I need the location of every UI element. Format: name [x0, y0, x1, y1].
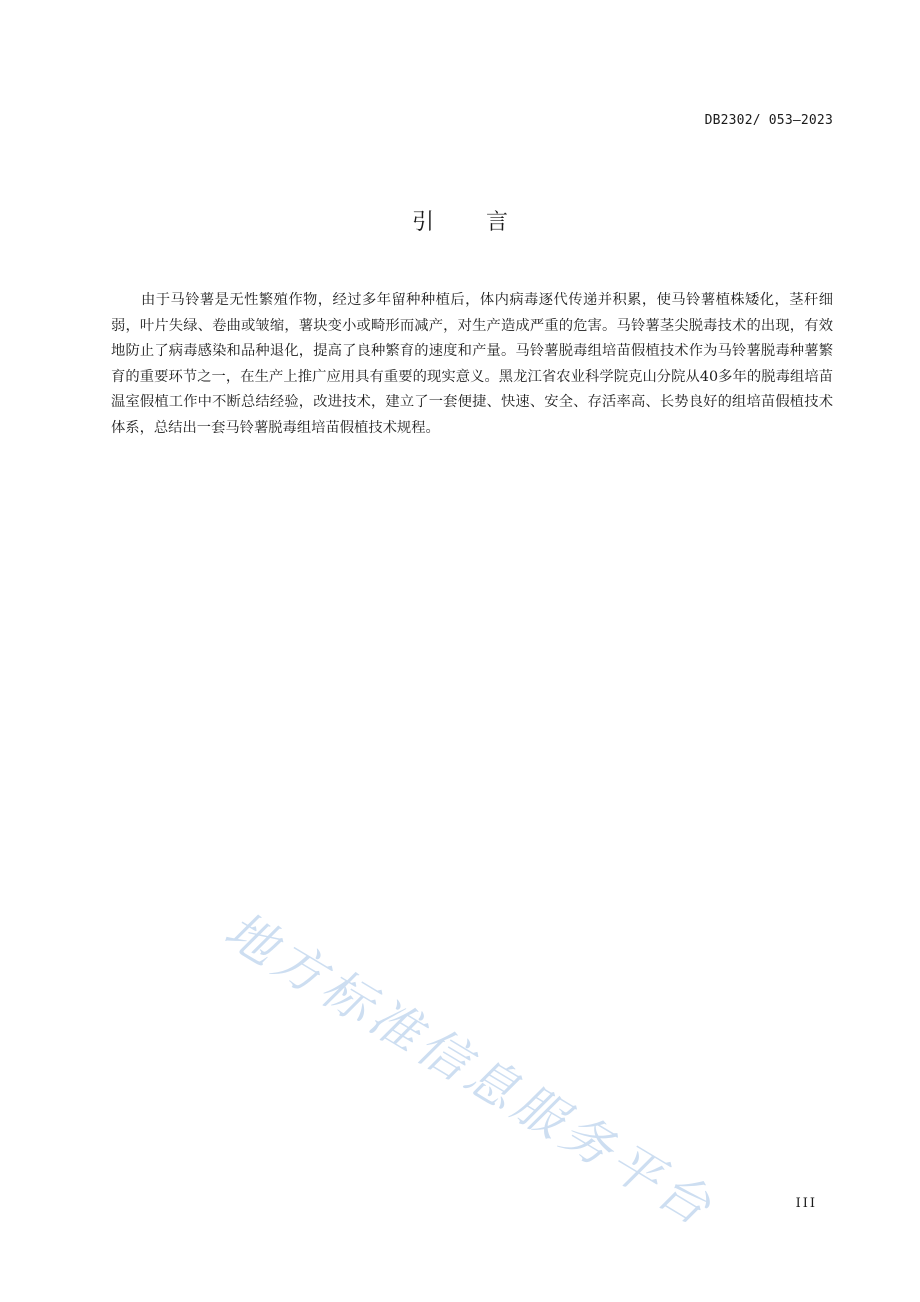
page-number: III — [795, 1196, 817, 1211]
page-title: 引言 — [411, 210, 560, 235]
document-code: DB2302/ 053—2023 — [704, 113, 833, 128]
introduction-paragraph: 由于马铃薯是无性繁殖作物，经过多年留种种植后，体内病毒逐代传递并积累，使马铃薯植株矮化，茎秆细弱，叶片失绿、卷曲或皱缩，薯块变小或畸形而减产，对生产造成严重的危害。马铃薯茎尖脱毒技术的出现，有效地防止了病毒感染和品种退化，提高了良种繁育的速度和产量。马铃薯脱毒组培苗假植技术作为马铃薯脱毒种薯繁育的重要环节之一，在生产上推广应用具有重要的现实意义。黑龙江省农业科学院克山分院从40多年的脱毒组培苗温室假植工作中不断总结经验，改进技术，建立了一套便捷、快速、安全、存活率高、长势良好的组培苗假植技术体系，总结出一套马铃薯脱毒组培苗假植技术规程。 — [111, 292, 833, 436]
watermark: 地方标准信息服务平台 — [215, 900, 725, 1239]
